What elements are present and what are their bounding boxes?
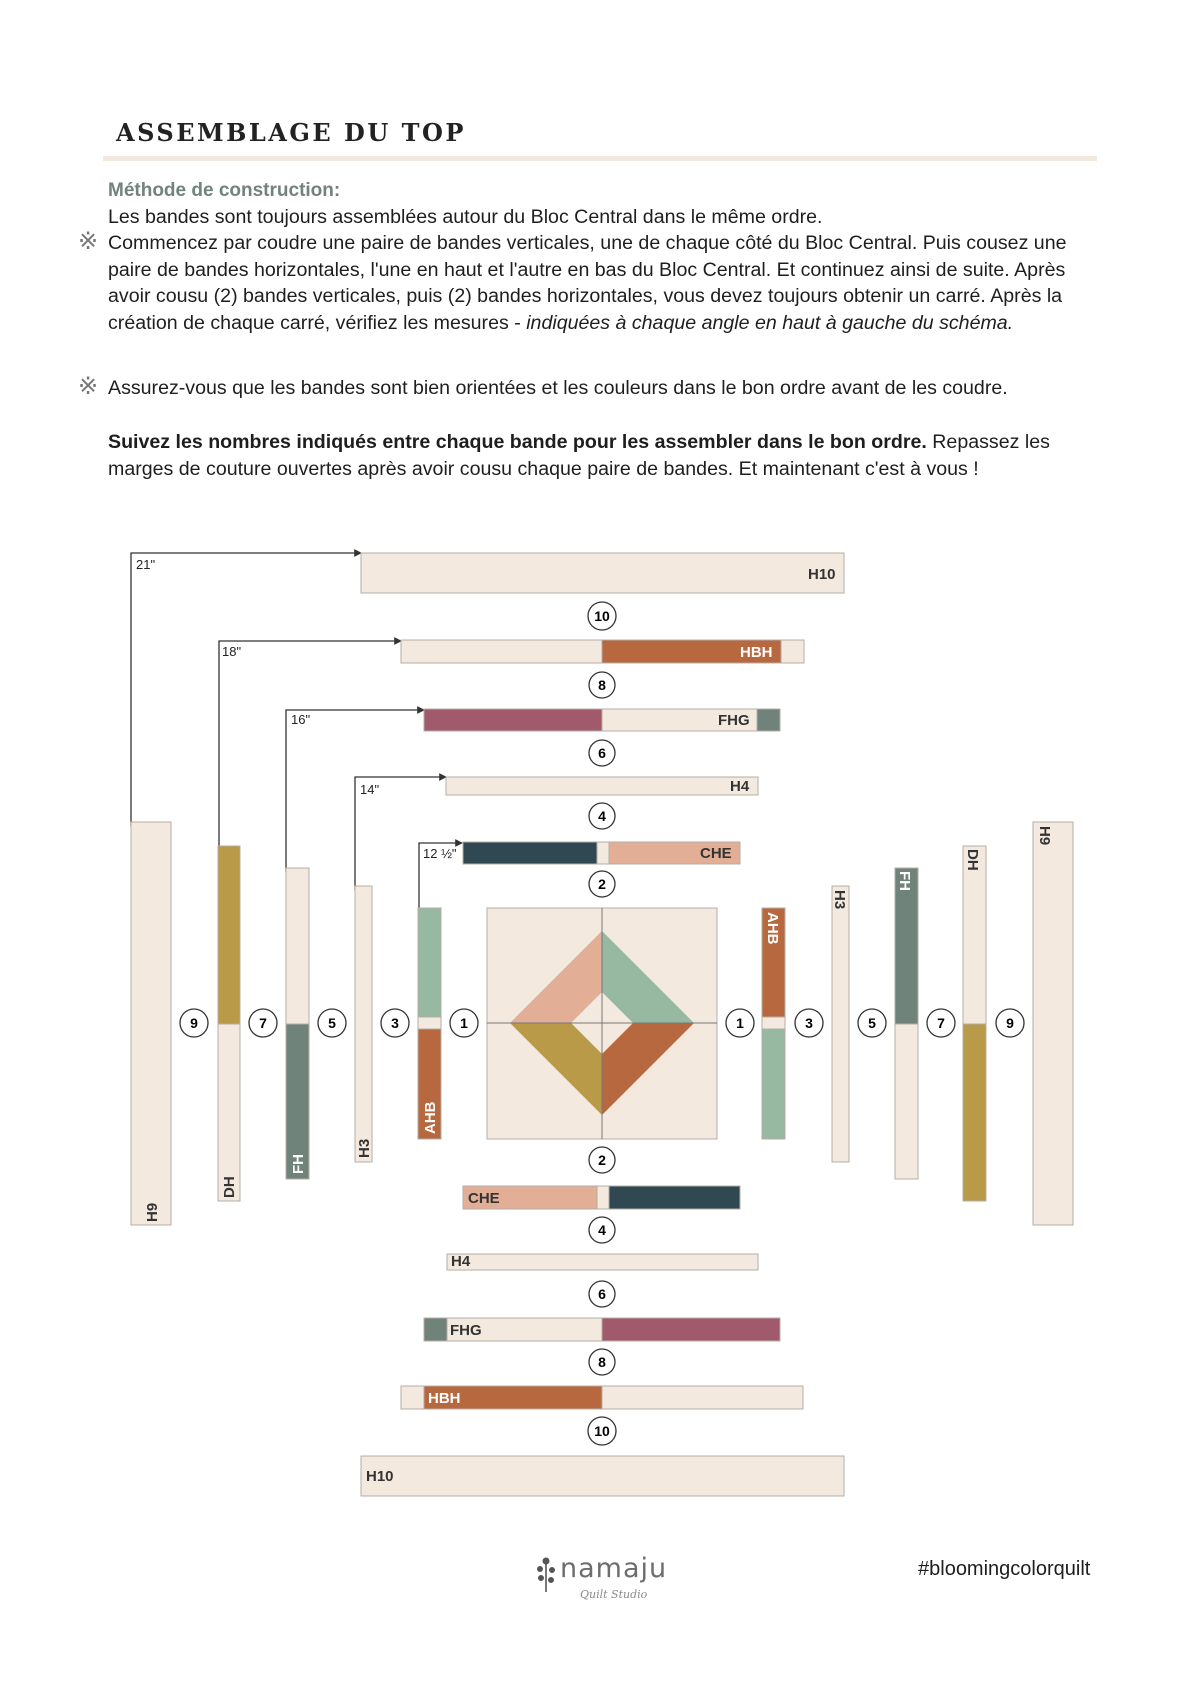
svg-text:8: 8	[598, 677, 606, 693]
svg-text:5: 5	[868, 1015, 876, 1031]
svg-text:7: 7	[937, 1015, 945, 1031]
flower-sprig-icon	[538, 1558, 555, 1592]
page-title: ASSEMBLAGE DU TOP	[116, 118, 466, 147]
strip-hbh-top-left	[401, 640, 602, 663]
measure-line-21	[131, 553, 361, 826]
strip-fh-right-cream	[895, 1024, 918, 1179]
measure-label-14: 14"	[360, 782, 380, 797]
order-badge-7-right	[927, 1009, 955, 1037]
label-h9-left: H9	[144, 1202, 161, 1222]
svg-text:4: 4	[598, 1222, 606, 1238]
label-fhg-top: FHG	[718, 712, 750, 729]
strip-che-bottom-navy	[609, 1186, 740, 1209]
strip-h3-left	[355, 886, 372, 1162]
order-badge-3-right	[795, 1009, 823, 1037]
order-badge-10-top	[588, 602, 616, 630]
svg-text:10: 10	[594, 608, 610, 624]
order-badge-4-bottom	[589, 1217, 615, 1243]
svg-text:1: 1	[736, 1015, 744, 1031]
measure-label-21: 21"	[136, 557, 156, 572]
intro-line: Les bandes sont toujours assemblées autour du Bloc Central dans le même ordre.	[108, 206, 823, 228]
order-badge-9-right	[996, 1009, 1024, 1037]
order-badge-6-bottom	[589, 1281, 615, 1307]
order-badge-10-bottom	[588, 1417, 616, 1445]
order-badge-1-left	[450, 1009, 478, 1037]
strip-h4-top	[446, 777, 758, 795]
label-ahb-left: AHB	[422, 1101, 439, 1134]
strip-ahb-left-cream	[418, 1017, 441, 1029]
strip-dh-left-ochre	[218, 846, 240, 1024]
strip-h4-bottom	[447, 1254, 758, 1270]
svg-text:5: 5	[328, 1015, 336, 1031]
strip-ahb-left-mint	[418, 908, 441, 1017]
strip-hbh-bottom-right	[602, 1386, 803, 1409]
label-h9-right: H9	[1036, 826, 1053, 846]
svg-text:6: 6	[598, 745, 606, 761]
svg-text:3: 3	[391, 1015, 399, 1031]
bullet-1-italic: indiquées à chaque angle en haut à gauche du schéma.	[526, 311, 1014, 334]
label-hbh-top: HBH	[740, 644, 773, 661]
measure-label-12half: 12 ½"	[423, 846, 457, 861]
strip-h10-bottom	[361, 1456, 844, 1496]
label-h3-left: H3	[356, 1138, 373, 1158]
strip-che-bottom-cream	[597, 1186, 609, 1209]
strip-che-top-navy	[463, 842, 597, 864]
strip-dh-left-cream	[218, 1024, 240, 1201]
label-h4-bottom: H4	[451, 1253, 471, 1270]
label-h3-right: H3	[831, 890, 848, 910]
sparkle-asterisk-icon: ※	[78, 228, 99, 255]
method-title: Méthode de construction:	[108, 180, 341, 201]
label-ahb-right: AHB	[764, 912, 781, 945]
final-text: Repassez les marges de couture ouvertes après avoir cousu chaque paire de bandes. Et maintenant c'est à vous !	[108, 431, 1050, 480]
brand-logo-text: namaju	[560, 1553, 668, 1584]
svg-text:7: 7	[259, 1015, 267, 1031]
strip-h9-right	[1033, 822, 1073, 1225]
measure-line-18	[219, 641, 401, 849]
label-fh-right: FH	[896, 871, 913, 891]
svg-text:8: 8	[598, 1354, 606, 1370]
sparkle-asterisk-icon: ※	[78, 373, 99, 400]
strip-fh-left-cream	[286, 868, 309, 1024]
order-badge-3-left	[381, 1009, 409, 1037]
svg-text:10: 10	[594, 1423, 610, 1439]
order-badge-2-bottom	[589, 1147, 615, 1173]
order-badge-1-right	[726, 1009, 754, 1037]
order-badge-9-left	[180, 1009, 208, 1037]
strip-hbh-top-right	[781, 640, 804, 663]
measure-label-16: 16"	[291, 712, 311, 727]
order-badge-4-top	[589, 803, 615, 829]
label-h10-bottom: H10	[366, 1468, 394, 1485]
svg-text:9: 9	[190, 1015, 198, 1031]
order-badge-7-left	[249, 1009, 277, 1037]
label-h10-top: H10	[808, 566, 836, 583]
strip-hbh-bottom-left	[401, 1386, 424, 1409]
order-badge-5-left	[318, 1009, 346, 1037]
svg-text:6: 6	[598, 1286, 606, 1302]
label-hbh-bottom: HBH	[428, 1390, 461, 1407]
bullet-paragraph-2: Assurez-vous que les bandes sont bien orientées et les couleurs dans le bon ordre avant de les coudre.	[108, 377, 1008, 399]
measure-label-18: 18"	[222, 644, 242, 659]
label-h4-top: H4	[730, 778, 750, 795]
svg-text:9: 9	[1006, 1015, 1014, 1031]
strip-fh-right-sage	[895, 868, 918, 1024]
label-dh-right: DH	[964, 849, 981, 871]
order-badge-2-top	[589, 871, 615, 897]
svg-text:3: 3	[805, 1015, 813, 1031]
strip-fhg-top-sage	[757, 709, 780, 731]
svg-text:1: 1	[460, 1015, 468, 1031]
order-badge-8-top	[589, 672, 615, 698]
label-che-bottom: CHE	[468, 1190, 500, 1207]
svg-text:2: 2	[598, 876, 606, 892]
strip-fhg-bottom-plum	[602, 1318, 780, 1341]
strip-h9-left	[131, 822, 171, 1225]
brand-logo-subtitle: Quilt Studio	[580, 1588, 648, 1601]
order-badge-5-right	[858, 1009, 886, 1037]
strip-che-top-cream	[597, 842, 609, 864]
order-badge-8-bottom	[589, 1349, 615, 1375]
label-che-top: CHE	[700, 845, 732, 862]
strip-fhg-bottom-sage	[424, 1318, 447, 1341]
strip-ahb-right-mint	[762, 1029, 785, 1139]
strip-dh-right-ochre	[963, 1024, 986, 1201]
svg-text:4: 4	[598, 808, 606, 824]
bullet-1-text: Commencez par coudre une paire de bandes verticales, une de chaque côté du Bloc Central. Puis cousez une paire de bandes horizontales, l'une en haut et l'autre en bas du Bloc Central. Et continuez ainsi de suite. Après avoir cousu (2) bandes verticales, puis (2) bandes horizontales, vous devez toujours obtenir un carré. Après la création de chaque carré, vérifiez les mesures -	[108, 232, 1067, 334]
strip-dh-right-cream	[963, 846, 986, 1024]
final-bold-text: Suivez les nombres indiqués entre chaque bande pour les assembler dans le bon ordre.	[108, 431, 927, 453]
strip-h10-top	[361, 553, 844, 593]
label-dh-left: DH	[221, 1176, 238, 1198]
strip-h3-right	[832, 886, 849, 1162]
order-badge-6-top	[589, 740, 615, 766]
hashtag: #bloomingcolorquilt	[918, 1558, 1091, 1580]
strip-ahb-right-cream	[762, 1017, 785, 1029]
label-fh-left: FH	[290, 1154, 307, 1174]
label-fhg-bottom: FHG	[450, 1322, 482, 1339]
strip-fhg-top-plum	[424, 709, 602, 731]
svg-text:2: 2	[598, 1152, 606, 1168]
